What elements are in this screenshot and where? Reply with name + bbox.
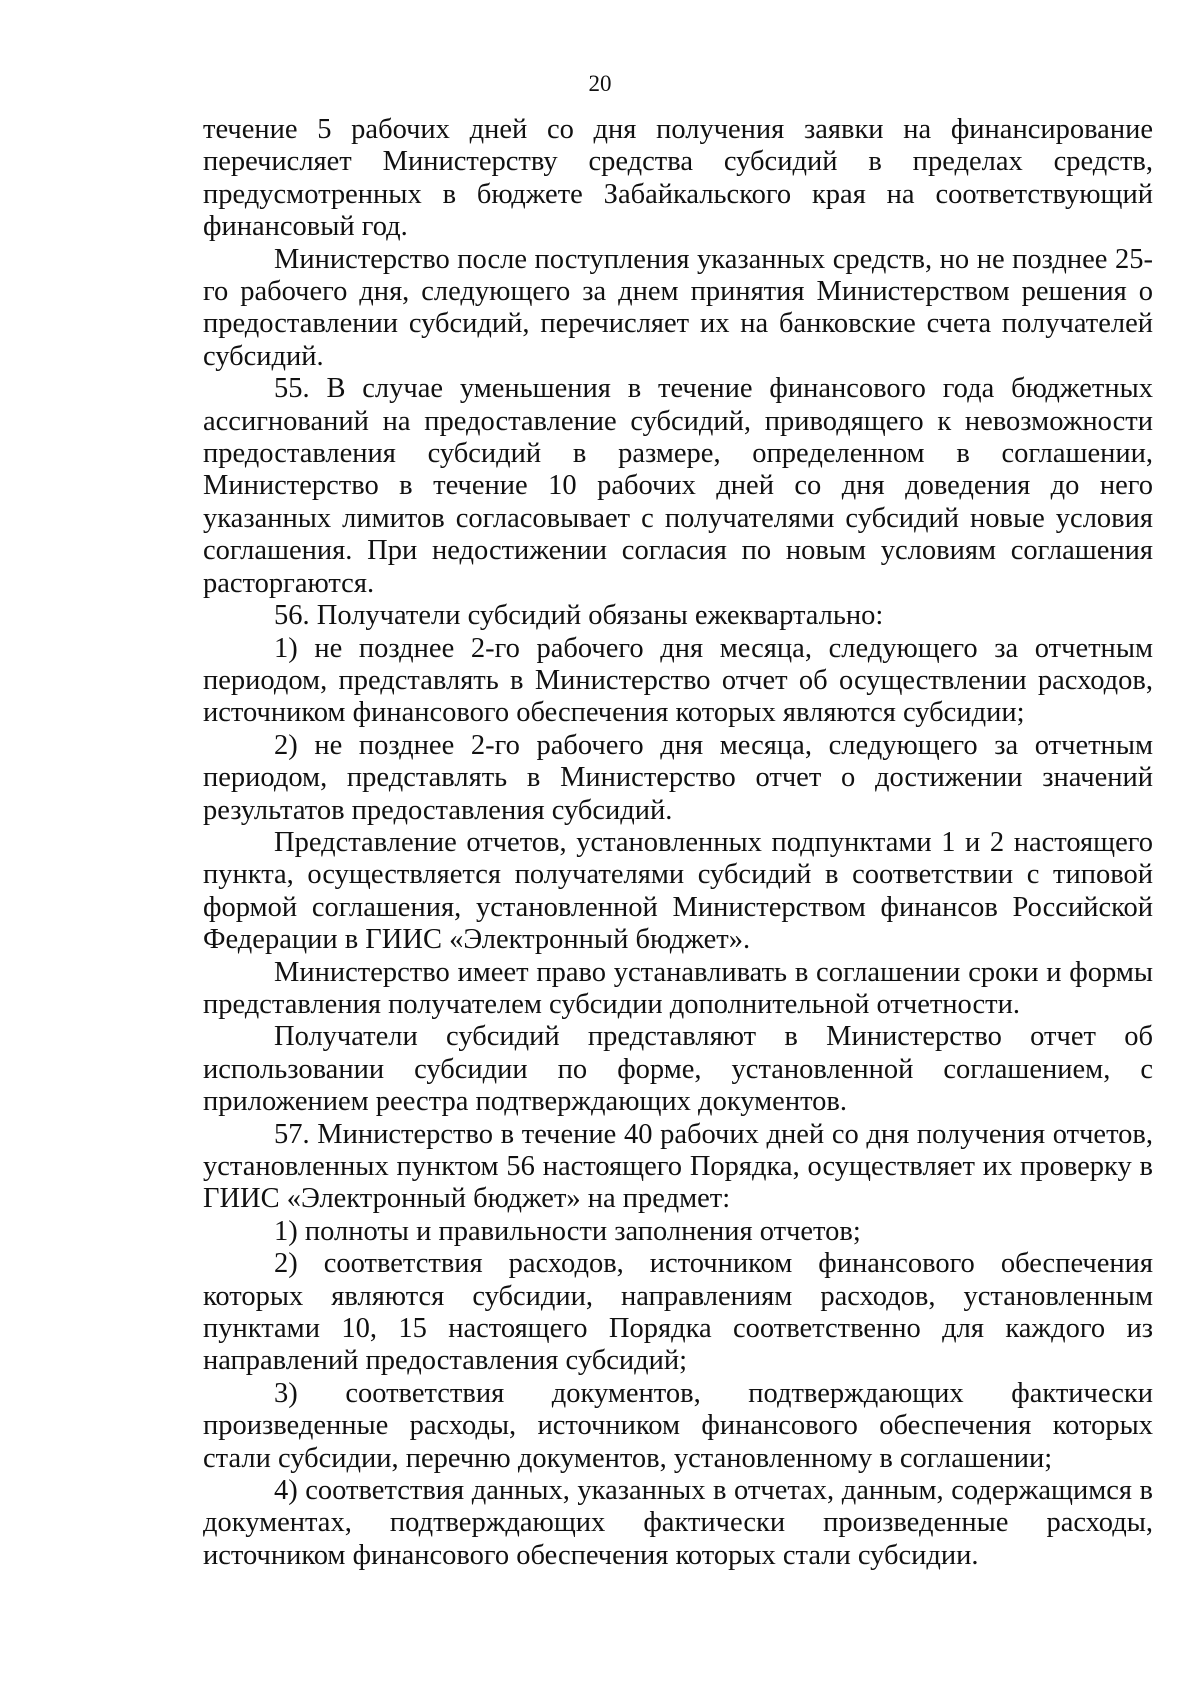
paragraph-subitem-57-2: 2) соответствия расходов, источником финансового обеспечения которых являются субсидии, направлениям расходов, установленным пунктами 10, 15 настоящего Порядка соответственно для каждого из направлений предоставления субсидий; — [203, 1248, 1153, 1377]
paragraph-subitem-57-3: 3) соответствия документов, подтверждающих фактически произведенные расходы, источником финансового обеспечения которых стали субсидии, перечню документов, установленному в соглашении; — [203, 1377, 1153, 1474]
paragraph-reports-submission: Представление отчетов, установленных подпунктами 1 и 2 настоящего пункта, осуществляется получателями субсидий в соответствии с типовой формой соглашения, установленной Министерством финансов Российской Федерации в ГИИС «Электронный бюджет». — [203, 826, 1153, 956]
paragraph-usage-report: Получатели субсидий представляют в Министерство отчет об использовании субсидии по форме, установленной соглашением, с приложением реестра подтверждающих документов. — [203, 1021, 1153, 1118]
page-number: 20 — [588, 71, 612, 96]
document-body — [203, 114, 1153, 1572]
paragraph-subitem-57-4: 4) соответствия данных, указанных в отчетах, данным, содержащимся в документах, подтверждающих фактически произведенные расходы, источником финансового обеспечения которых стали субсидии. — [203, 1475, 1153, 1571]
paragraph-item-56: 56. Получатели субсидий обязаны ежеквартально: — [274, 600, 884, 632]
paragraph-continuation: течение 5 рабочих дней со дня получения заявки на финансирование перечисляет Министерству средства субсидий в пределах средств, предусмотренных в бюджете Забайкальского края на соответствующий финансовый год. — [203, 114, 1153, 243]
paragraph-subitem-56-1: 1) не позднее 2-го рабочего дня месяца, следующего за отчетным периодом, представлять в Министерство отчет об осуществлении расходов, источником финансового обеспечения которых являются субсидии; — [203, 632, 1153, 729]
paragraph-subitem-57-1: 1) полноты и правильности заполнения отчетов; — [274, 1215, 861, 1247]
paragraph-item-55: 55. В случае уменьшения в течение финансового года бюджетных ассигнований на предоставление субсидий, приводящего к невозможности предоставления субсидий в размере, определенном в соглашении, Министерство в течение 10 рабочих дней со дня доведения до него указанных лимитов согласовывает с получателями субсидий новые условия соглашения. При недостижении согласия по новым условиям соглашения расторгаются. — [203, 373, 1153, 599]
paragraph-item-57: 57. Министерство в течение 40 рабочих дней со дня получения отчетов, установленных пунктом 56 настоящего Порядка, осуществляет их проверку в ГИИС «Электронный бюджет» на предмет: — [203, 1118, 1153, 1215]
paragraph-subitem-56-2: 2) не позднее 2-го рабочего дня месяца, следующего за отчетным периодом, представлять в Министерство отчет о достижении значений результатов предоставления субсидий. — [203, 729, 1153, 826]
paragraph-additional-reporting: Министерство имеет право устанавливать в соглашении сроки и формы представления получателем субсидии дополнительной отчетности. — [203, 956, 1153, 1020]
paragraph-transfer-to-recipients: Министерство после поступления указанных средств, но не позднее 25-го рабочего дня, следующего за днем принятия Министерством решения о предоставлении субсидий, перечисляет их на банковские счета получателей субсидий. — [203, 243, 1153, 372]
